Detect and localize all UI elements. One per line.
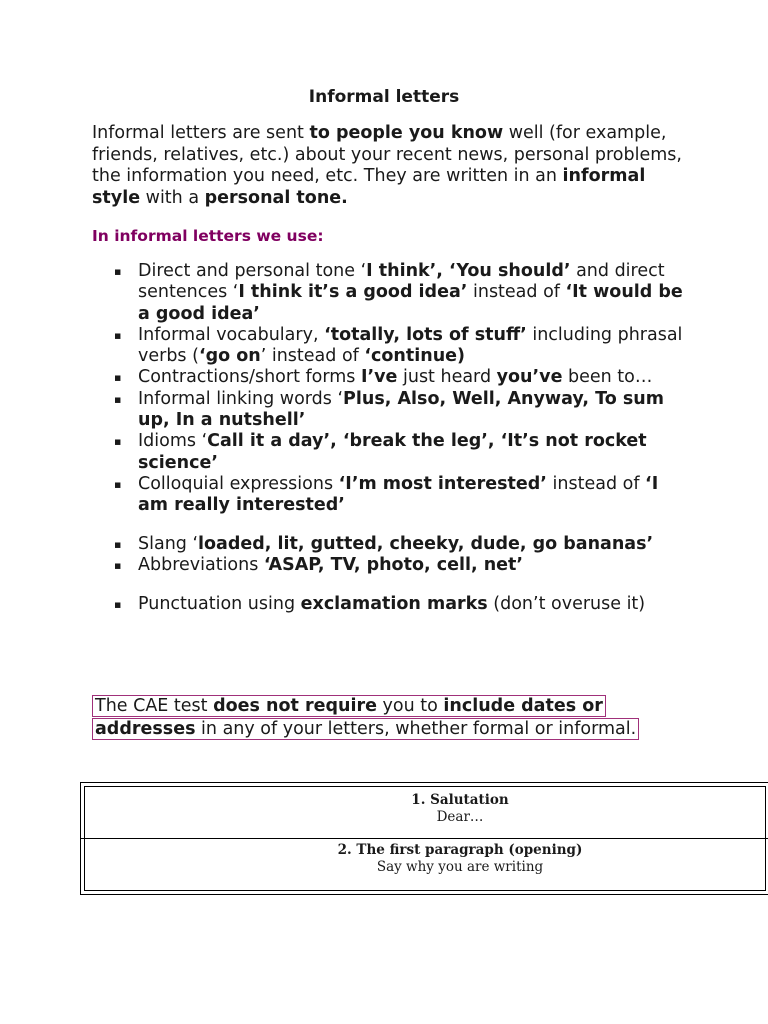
section-subheading: In informal letters we use: [92, 227, 324, 245]
item-bold: I think’, ‘You should’ [366, 261, 571, 281]
list-item [0, 261, 683, 325]
item-bold: Plus, Also, Well, Anyway, To sum up, In a nutshell’ [138, 388, 664, 431]
letter-structure-table [80, 782, 768, 895]
bullet-icon: ▪ [114, 435, 122, 449]
item-text: instead of [467, 282, 566, 303]
item-text: Idioms ‘ [138, 431, 208, 452]
item-text: (don’t overuse it) [487, 594, 646, 615]
bullet-icon: ▪ [114, 558, 122, 572]
list-item [0, 594, 683, 615]
bullet-icon: ▪ [114, 328, 122, 342]
intro-text: Informal letters are sent [92, 123, 310, 143]
item-text: Contractions/short forms [138, 367, 361, 388]
item-text: Informal vocabulary, [138, 324, 325, 345]
item-text: Direct and personal tone ‘ [138, 261, 367, 281]
item-text: been to… [562, 367, 653, 388]
item-bold: exclamation marks [300, 594, 488, 615]
item-text: ’ instead of [260, 346, 365, 367]
bullet-icon: ▪ [114, 537, 122, 551]
item-text: instead of [546, 473, 646, 494]
row-body: Dear… [436, 809, 484, 825]
list-item [0, 555, 683, 576]
note-text: The CAE test [95, 696, 214, 716]
item-text: Informal linking words ‘ [138, 388, 344, 409]
item-bold: ‘continue) [364, 346, 466, 367]
cae-note [92, 695, 682, 741]
intro-text: with a [140, 187, 205, 208]
row-body: Say why you are writing [376, 859, 544, 875]
list-item [0, 325, 683, 368]
bullet-icon: ▪ [114, 477, 122, 491]
table-row [81, 792, 768, 839]
item-text: Punctuation using [138, 594, 301, 615]
list-item [0, 474, 683, 517]
row-heading: 2. The first paragraph (opening) [337, 842, 583, 858]
item-text: and direct sentences ‘ [138, 261, 665, 303]
note-box [92, 695, 639, 740]
list-item [0, 367, 683, 388]
intro-bold: to people you know [309, 123, 504, 143]
intro-text: well (for example, friends, relatives, etc.) about your recent news, personal problems, the information you need, etc. They are written in an [92, 123, 682, 186]
bullet-icon: ▪ [114, 371, 122, 385]
note-bold: does not require [213, 696, 377, 716]
bullet-icon: ▪ [114, 265, 122, 278]
note-text: in any of your letters, whether formal or informal. [195, 719, 637, 739]
intro-bold: informal style [92, 166, 646, 208]
item-bold: ‘I am really interested’ [138, 473, 659, 516]
item-bold: ‘I’m most interested’ [338, 473, 547, 494]
item-bold: ‘totally, lots of stuff’ [324, 324, 527, 345]
list-item [0, 534, 683, 555]
row-heading: 1. Salutation [411, 792, 509, 808]
item-bold: ‘go on [198, 346, 261, 367]
item-bold: loaded, lit, gutted, cheeky, dude, go bananas’ [198, 533, 654, 554]
table-row [81, 842, 768, 889]
item-bold: Call it a day’, ‘break the leg’, ‘It’s not rocket science’ [138, 431, 647, 473]
item-bold: I’ve [360, 367, 398, 388]
bullet-icon: ▪ [114, 392, 122, 406]
intro-bold: personal tone. [204, 187, 348, 208]
item-text: Colloquial expressions [138, 473, 339, 494]
item-bold: ‘ASAP, TV, photo, cell, net’ [263, 554, 524, 575]
note-bold: include dates or addresses [95, 696, 603, 739]
note-text: you to [376, 696, 444, 716]
item-bold: I think it’s a good idea’ [238, 282, 468, 303]
feature-list [0, 261, 768, 615]
list-item [0, 389, 683, 432]
item-text: Slang ‘ [138, 533, 199, 554]
page-title: Informal letters [308, 87, 460, 107]
item-bold: ‘It would be a good idea’ [138, 282, 683, 324]
list-item [0, 431, 683, 474]
item-text: Abbreviations [138, 554, 264, 575]
bullet-icon: ▪ [114, 598, 122, 612]
item-text: including phrasal verbs ( [138, 324, 683, 367]
intro-paragraph [92, 123, 692, 209]
item-bold: you’ve [496, 367, 563, 388]
item-text: just heard [397, 367, 497, 388]
